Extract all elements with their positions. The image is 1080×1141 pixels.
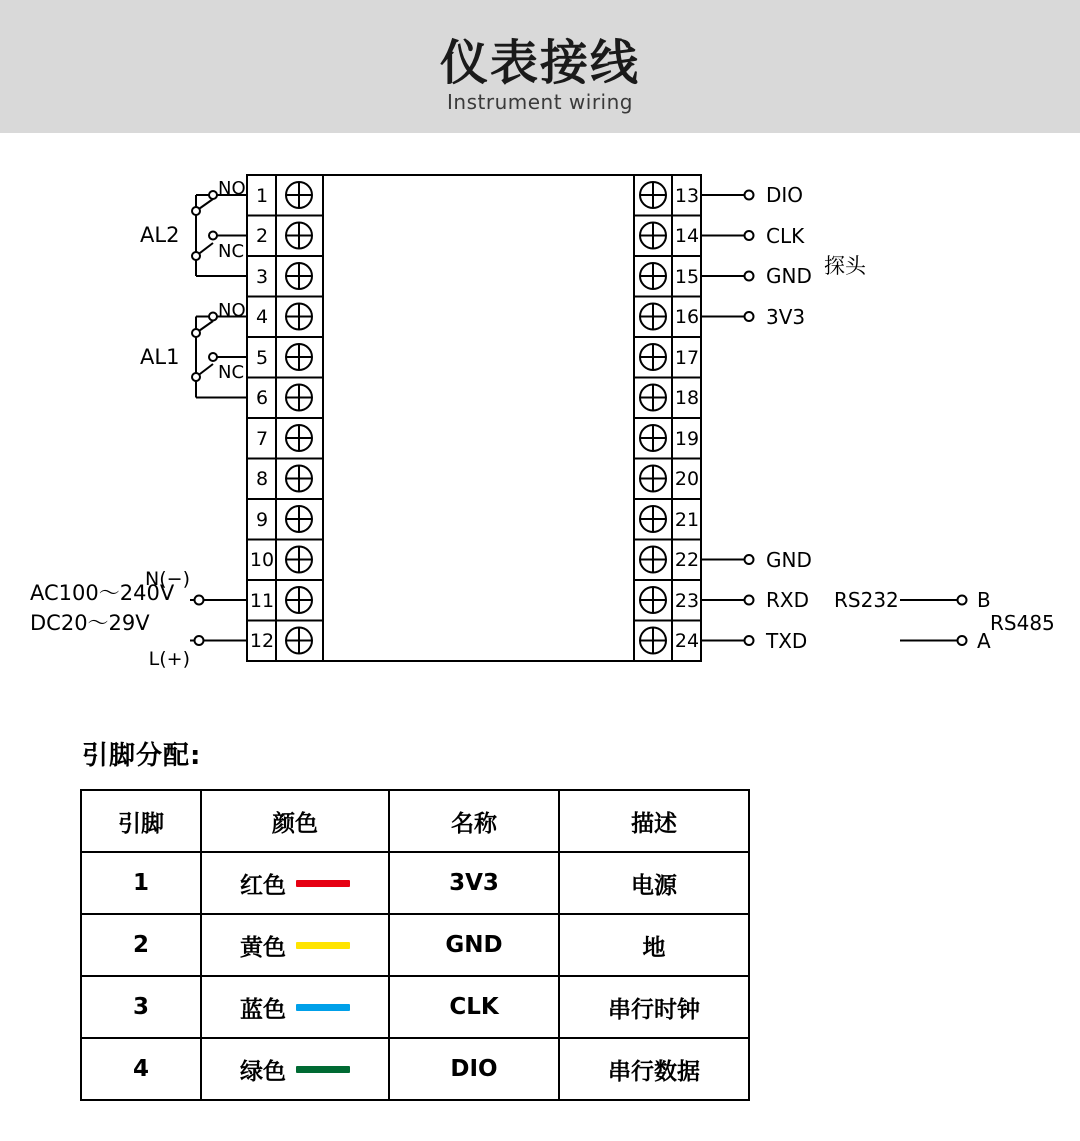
terminal-number-15: 15	[674, 266, 700, 288]
cell-pin: 4	[81, 1038, 201, 1100]
color-swatch-yellow	[296, 942, 350, 949]
page-title: 仪表接线	[439, 35, 640, 91]
table-row	[81, 852, 749, 914]
terminal-number-20: 20	[674, 468, 700, 490]
wiring-diagram	[0, 133, 1080, 703]
cell-signal-name: DIO	[389, 1038, 559, 1100]
terminal-number-12: 12	[249, 630, 275, 652]
power-dc-label: DC20～29V	[30, 611, 150, 635]
table-header-row	[81, 790, 749, 852]
cell-color	[201, 976, 389, 1038]
al2-nc-label: NC	[218, 241, 245, 262]
neutral-label: N(−)	[145, 568, 190, 590]
cell-signal-name: CLK	[389, 976, 559, 1038]
color-label: 绿色	[240, 1058, 286, 1085]
cell-signal-name: GND	[389, 914, 559, 976]
page-header-banner	[0, 0, 1080, 133]
al1-wiring	[196, 317, 247, 398]
al2-wiring	[196, 195, 247, 276]
color-swatch-green	[296, 1066, 350, 1073]
color-label: 蓝色	[240, 996, 286, 1023]
serial-wiring	[701, 560, 745, 641]
terminal-number-19: 19	[674, 428, 700, 450]
table-row	[81, 1038, 749, 1100]
rs485-b-label: B	[977, 588, 991, 612]
terminal-number-13: 13	[674, 185, 700, 207]
column-header-name: 名称	[389, 790, 559, 852]
cell-pin: 2	[81, 914, 201, 976]
terminal-number-14: 14	[674, 225, 700, 247]
table-row	[81, 976, 749, 1038]
color-swatch-blue	[296, 1004, 350, 1011]
page-subtitle: Instrument wiring	[447, 90, 633, 114]
terminal-number-21: 21	[674, 509, 700, 531]
cell-pin: 3	[81, 976, 201, 1038]
terminal-14-label: CLK	[766, 224, 805, 248]
table-row	[81, 914, 749, 976]
terminal-number-11: 11	[249, 590, 275, 612]
pin-assignment-table	[80, 789, 750, 1101]
rs485-wiring	[900, 600, 958, 641]
column-header-desc: 描述	[559, 790, 749, 852]
cell-description: 串行时钟	[559, 976, 749, 1038]
probe-wiring	[701, 195, 745, 317]
terminal-13-label: DIO	[766, 183, 804, 207]
color-swatch-red	[296, 880, 350, 887]
terminal-number-4: 4	[255, 306, 269, 328]
cell-color	[201, 1038, 389, 1100]
al1-no-label: NO	[218, 300, 246, 321]
power-nodes	[195, 596, 204, 646]
terminal-number-24: 24	[674, 630, 700, 652]
terminal-number-1: 1	[255, 185, 269, 207]
column-header-pin: 引脚	[81, 790, 201, 852]
cell-description: 地	[559, 914, 749, 976]
power-wiring	[190, 600, 247, 641]
terminal-number-7: 7	[255, 428, 269, 450]
terminal-number-17: 17	[674, 347, 700, 369]
cell-pin: 1	[81, 852, 201, 914]
terminal-24-label: TXD	[766, 629, 808, 653]
al2-label: AL2	[140, 223, 180, 247]
al1-label: AL1	[140, 345, 180, 369]
terminal-number-16: 16	[674, 306, 700, 328]
cell-description: 电源	[559, 852, 749, 914]
terminal-23-label: RXD	[766, 588, 809, 612]
power-ac-label: AC100～240V	[30, 581, 175, 605]
color-label: 红色	[240, 872, 286, 899]
rs485-label: RS485	[990, 611, 1055, 635]
terminal-number-8: 8	[255, 468, 269, 490]
terminal-16-label: 3V3	[766, 305, 806, 329]
terminal-number-9: 9	[255, 509, 269, 531]
terminal-number-3: 3	[255, 266, 269, 288]
rs232-label: RS232	[834, 588, 899, 612]
terminal-number-6: 6	[255, 387, 269, 409]
live-label: L(+)	[148, 648, 190, 670]
terminal-number-2: 2	[255, 225, 269, 247]
rs485-a-label: A	[977, 629, 991, 653]
al1-nc-label: NC	[218, 362, 245, 383]
terminal-22-label: GND	[766, 548, 812, 572]
terminal-number-22: 22	[674, 549, 700, 571]
cell-color	[201, 852, 389, 914]
terminal-number-5: 5	[255, 347, 269, 369]
cell-description: 串行数据	[559, 1038, 749, 1100]
color-label: 黄色	[240, 934, 286, 961]
terminal-number-18: 18	[674, 387, 700, 409]
terminal-number-23: 23	[674, 590, 700, 612]
cell-color	[201, 914, 389, 976]
pin-assignment-title: 引脚分配:	[82, 741, 202, 771]
column-header-color: 颜色	[201, 790, 389, 852]
cell-signal-name: 3V3	[389, 852, 559, 914]
probe-label: 探头	[824, 254, 866, 278]
terminal-15-label: GND	[766, 264, 812, 288]
al2-no-label: NO	[218, 178, 246, 199]
terminal-number-10: 10	[249, 549, 275, 571]
